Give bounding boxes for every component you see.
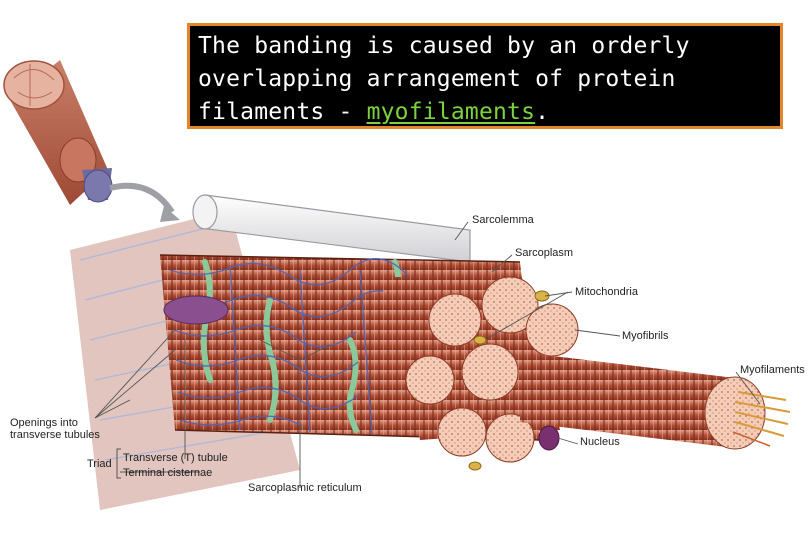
- label-sarcoplasm: Sarcoplasm: [515, 247, 574, 259]
- caption-line-2: overlapping arrangement of protein: [198, 66, 676, 92]
- muscle-bundle-inset: [4, 60, 180, 222]
- caption-box: [187, 23, 783, 129]
- label-sarcolemma: Sarcolemma: [472, 214, 534, 226]
- label-myofibrils: Myofibrils: [622, 330, 669, 342]
- caption-line-3-suffix: .: [535, 99, 550, 125]
- label-openings-line-2: transverse tubules: [10, 429, 100, 441]
- label-terminal-cisternae: Terminal cisternae: [123, 467, 213, 479]
- label-nucleus: Nucleus: [580, 436, 620, 448]
- label-myofilaments: Myofilaments: [740, 364, 805, 376]
- caption-keyword: myofilaments: [366, 99, 536, 125]
- label-mitochondria: Mitochondria: [575, 286, 638, 298]
- caption-line-3: [198, 96, 772, 129]
- nucleus-left: [164, 296, 228, 324]
- label-openings-line-1: Openings into: [10, 417, 78, 429]
- label-sarcoplasmic-reticulum: Sarcoplasmic reticulum: [248, 482, 362, 494]
- caption-line-3-prefix: filaments -: [198, 99, 367, 125]
- caption-line-1: The banding is caused by an orderly: [198, 33, 690, 59]
- label-t-tubule: Transverse (T) tubule: [123, 452, 228, 464]
- label-triad: Triad: [87, 458, 112, 470]
